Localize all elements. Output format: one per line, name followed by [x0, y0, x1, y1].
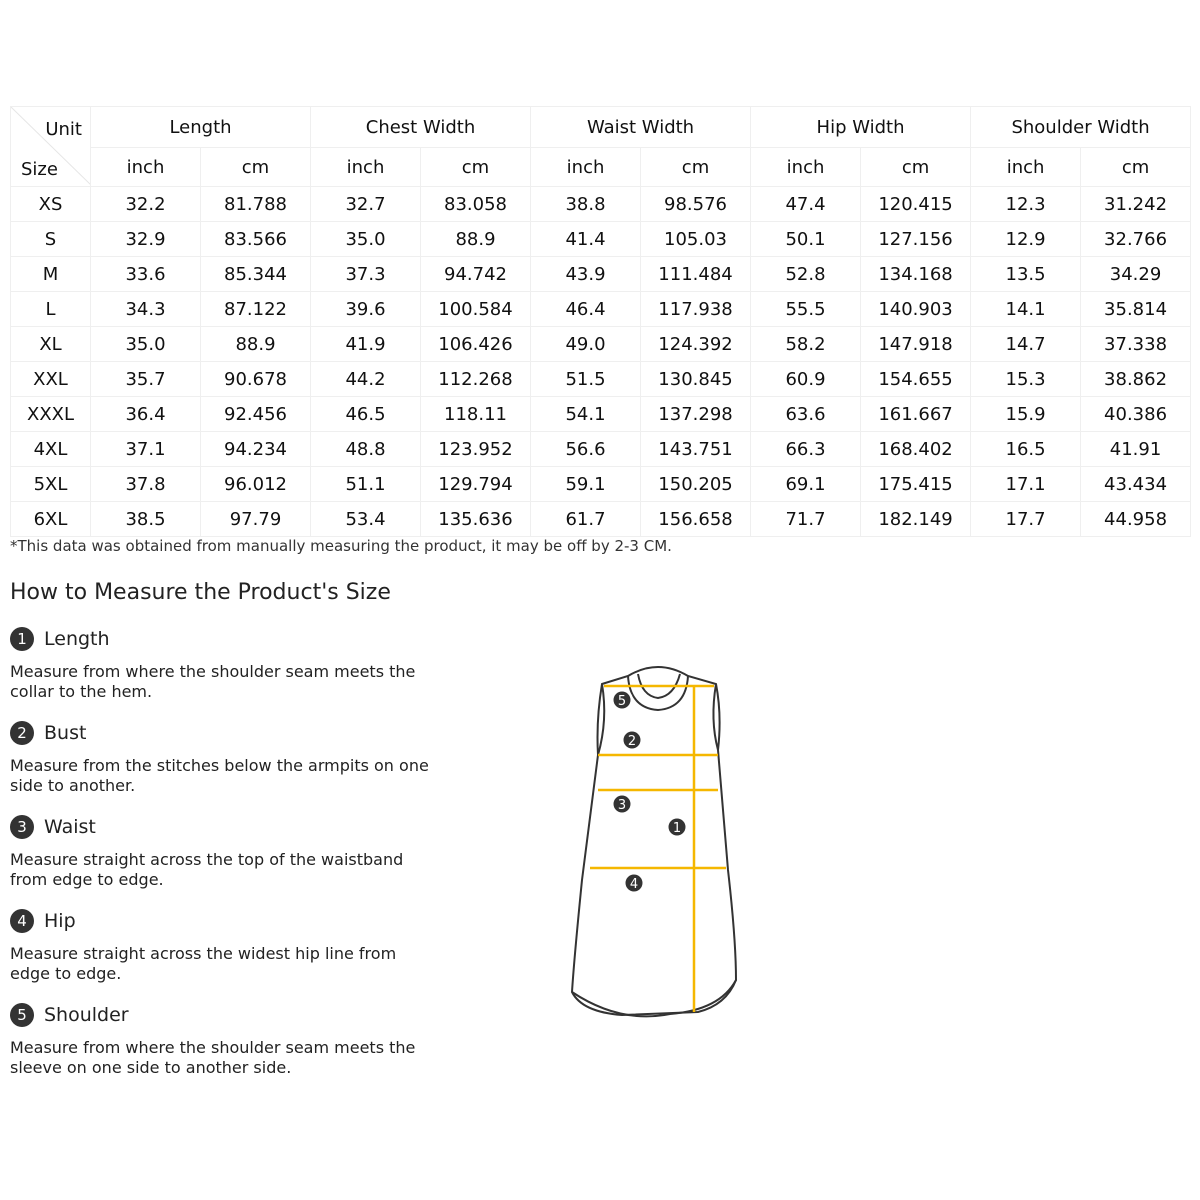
value-cell: 32.9 [91, 222, 201, 257]
value-cell: 39.6 [311, 292, 421, 327]
value-cell: 117.938 [641, 292, 751, 327]
guide-title: How to Measure the Product's Size [10, 580, 391, 605]
table-row [11, 257, 1191, 292]
step-label: Bust [44, 722, 87, 744]
value-cell: 50.1 [751, 222, 861, 257]
step-label: Hip [44, 910, 76, 932]
value-cell: 83.058 [421, 187, 531, 222]
value-cell: 88.9 [421, 222, 531, 257]
unit-header-cm: cm [1081, 148, 1191, 187]
step-description: Measure from where the shoulder seam meets the sleeve on one side to another side. [10, 1038, 416, 1077]
value-cell: 47.4 [751, 187, 861, 222]
value-cell: 150.205 [641, 467, 751, 502]
value-cell: 38.862 [1081, 362, 1191, 397]
unit-header-inch: inch [91, 148, 201, 187]
step-waist [10, 814, 440, 890]
value-cell: 111.484 [641, 257, 751, 292]
unit-header-cm: cm [641, 148, 751, 187]
group-header-chest-width: Chest Width [311, 107, 531, 148]
value-cell: 118.11 [421, 397, 531, 432]
value-cell: 129.794 [421, 467, 531, 502]
value-cell: 12.3 [971, 187, 1081, 222]
marker-1 [666, 816, 688, 838]
size-label: Size [21, 159, 58, 180]
marker-2 [621, 729, 643, 751]
value-cell: 32.7 [311, 187, 421, 222]
value-cell: 147.918 [861, 327, 971, 362]
step-hip [10, 908, 440, 984]
value-cell: 38.8 [531, 187, 641, 222]
value-cell: 17.7 [971, 502, 1081, 537]
value-cell: 135.636 [421, 502, 531, 537]
step-length [10, 626, 440, 702]
marker-label: 1 [672, 821, 682, 836]
value-cell: 124.392 [641, 327, 751, 362]
value-cell: 168.402 [861, 432, 971, 467]
group-header-waist-width: Waist Width [531, 107, 751, 148]
value-cell: 35.814 [1081, 292, 1191, 327]
value-cell: 63.6 [751, 397, 861, 432]
value-cell: 46.4 [531, 292, 641, 327]
step-number-badge: 4 [10, 909, 34, 933]
value-cell: 34.29 [1081, 257, 1191, 292]
step-number-badge: 5 [10, 1003, 34, 1027]
value-cell: 32.766 [1081, 222, 1191, 257]
size-chart-table [10, 106, 1191, 537]
group-header-shoulder-width: Shoulder Width [971, 107, 1191, 148]
unit-header-cm: cm [421, 148, 531, 187]
step-description: Measure from where the shoulder seam meets the collar to the hem. [10, 662, 416, 701]
table-row [11, 222, 1191, 257]
value-cell: 44.958 [1081, 502, 1191, 537]
value-cell: 120.415 [861, 187, 971, 222]
group-header-hip-width: Hip Width [751, 107, 971, 148]
value-cell: 49.0 [531, 327, 641, 362]
unit-header-inch: inch [311, 148, 421, 187]
value-cell: 43.434 [1081, 467, 1191, 502]
value-cell: 31.242 [1081, 187, 1191, 222]
table-row [11, 362, 1191, 397]
value-cell: 112.268 [421, 362, 531, 397]
step-description: Measure from the stitches below the armpits on one side to another. [10, 756, 429, 795]
step-number-badge: 3 [10, 815, 34, 839]
unit-header-inch: inch [531, 148, 641, 187]
value-cell: 52.8 [751, 257, 861, 292]
value-cell: 15.9 [971, 397, 1081, 432]
marker-4 [623, 872, 645, 894]
value-cell: 38.5 [91, 502, 201, 537]
unit-header-cm: cm [861, 148, 971, 187]
value-cell: 106.426 [421, 327, 531, 362]
marker-5 [611, 689, 633, 711]
size-cell: S [11, 222, 91, 257]
value-cell: 58.2 [751, 327, 861, 362]
step-label: Shoulder [44, 1004, 129, 1026]
value-cell: 32.2 [91, 187, 201, 222]
value-cell: 59.1 [531, 467, 641, 502]
value-cell: 43.9 [531, 257, 641, 292]
value-cell: 14.7 [971, 327, 1081, 362]
value-cell: 12.9 [971, 222, 1081, 257]
size-cell: XXXL [11, 397, 91, 432]
value-cell: 37.8 [91, 467, 201, 502]
value-cell: 69.1 [751, 467, 861, 502]
table-group-header-row [11, 107, 1191, 148]
unit-label: Unit [45, 119, 82, 140]
value-cell: 137.298 [641, 397, 751, 432]
value-cell: 55.5 [751, 292, 861, 327]
value-cell: 35.0 [91, 327, 201, 362]
value-cell: 71.7 [751, 502, 861, 537]
value-cell: 60.9 [751, 362, 861, 397]
value-cell: 51.1 [311, 467, 421, 502]
value-cell: 46.5 [311, 397, 421, 432]
value-cell: 123.952 [421, 432, 531, 467]
table-row [11, 397, 1191, 432]
value-cell: 35.0 [311, 222, 421, 257]
size-cell: XL [11, 327, 91, 362]
value-cell: 17.1 [971, 467, 1081, 502]
value-cell: 100.584 [421, 292, 531, 327]
value-cell: 41.4 [531, 222, 641, 257]
value-cell: 81.788 [201, 187, 311, 222]
value-cell: 88.9 [201, 327, 311, 362]
value-cell: 35.7 [91, 362, 201, 397]
value-cell: 36.4 [91, 397, 201, 432]
table-body [11, 187, 1191, 537]
size-cell: L [11, 292, 91, 327]
measurement-note: *This data was obtained from manually measuring the product, it may be off by 2-3 CM. [10, 537, 672, 555]
marker-label: 2 [627, 734, 637, 749]
value-cell: 40.386 [1081, 397, 1191, 432]
size-cell: M [11, 257, 91, 292]
value-cell: 41.91 [1081, 432, 1191, 467]
value-cell: 37.338 [1081, 327, 1191, 362]
dress-outline-icon [572, 667, 736, 1016]
step-shoulder [10, 1002, 440, 1078]
table-row [11, 467, 1191, 502]
dress-measurement-diagram [560, 660, 760, 1020]
marker-label: 3 [617, 798, 627, 813]
value-cell: 16.5 [971, 432, 1081, 467]
value-cell: 127.156 [861, 222, 971, 257]
value-cell: 54.1 [531, 397, 641, 432]
value-cell: 161.667 [861, 397, 971, 432]
value-cell: 97.79 [201, 502, 311, 537]
size-cell: XS [11, 187, 91, 222]
value-cell: 94.742 [421, 257, 531, 292]
value-cell: 140.903 [861, 292, 971, 327]
value-cell: 66.3 [751, 432, 861, 467]
value-cell: 154.655 [861, 362, 971, 397]
table-row [11, 187, 1191, 222]
value-cell: 85.344 [201, 257, 311, 292]
value-cell: 48.8 [311, 432, 421, 467]
value-cell: 83.566 [201, 222, 311, 257]
table-unit-header-row [11, 148, 1191, 187]
value-cell: 130.845 [641, 362, 751, 397]
group-header-length: Length [91, 107, 311, 148]
step-description: Measure straight across the top of the waistband from edge to edge. [10, 850, 404, 889]
value-cell: 94.234 [201, 432, 311, 467]
value-cell: 33.6 [91, 257, 201, 292]
size-cell: 5XL [11, 467, 91, 502]
marker-3 [611, 793, 633, 815]
step-number-badge: 2 [10, 721, 34, 745]
value-cell: 143.751 [641, 432, 751, 467]
unit-header-inch: inch [751, 148, 861, 187]
value-cell: 92.456 [201, 397, 311, 432]
value-cell: 37.3 [311, 257, 421, 292]
value-cell: 90.678 [201, 362, 311, 397]
value-cell: 182.149 [861, 502, 971, 537]
unit-header-cm: cm [201, 148, 311, 187]
table-row [11, 432, 1191, 467]
value-cell: 44.2 [311, 362, 421, 397]
value-cell: 105.03 [641, 222, 751, 257]
value-cell: 37.1 [91, 432, 201, 467]
marker-label: 5 [617, 694, 627, 709]
value-cell: 15.3 [971, 362, 1081, 397]
step-bust [10, 720, 440, 796]
value-cell: 175.415 [861, 467, 971, 502]
value-cell: 96.012 [201, 467, 311, 502]
value-cell: 51.5 [531, 362, 641, 397]
table-row [11, 327, 1191, 362]
step-label: Length [44, 628, 110, 650]
marker-label: 4 [629, 877, 639, 892]
table-row [11, 292, 1191, 327]
value-cell: 87.122 [201, 292, 311, 327]
measurement-lines [590, 686, 726, 1012]
size-cell: 4XL [11, 432, 91, 467]
step-number-badge: 1 [10, 627, 34, 651]
value-cell: 53.4 [311, 502, 421, 537]
step-description: Measure straight across the widest hip line from edge to edge. [10, 944, 397, 983]
value-cell: 61.7 [531, 502, 641, 537]
value-cell: 56.6 [531, 432, 641, 467]
step-label: Waist [44, 816, 96, 838]
unit-header-inch: inch [971, 148, 1081, 187]
unit-size-corner-cell [11, 107, 91, 187]
value-cell: 98.576 [641, 187, 751, 222]
table-row [11, 502, 1191, 537]
value-cell: 34.3 [91, 292, 201, 327]
value-cell: 134.168 [861, 257, 971, 292]
value-cell: 14.1 [971, 292, 1081, 327]
value-cell: 156.658 [641, 502, 751, 537]
size-cell: XXL [11, 362, 91, 397]
value-cell: 13.5 [971, 257, 1081, 292]
value-cell: 41.9 [311, 327, 421, 362]
size-cell: 6XL [11, 502, 91, 537]
